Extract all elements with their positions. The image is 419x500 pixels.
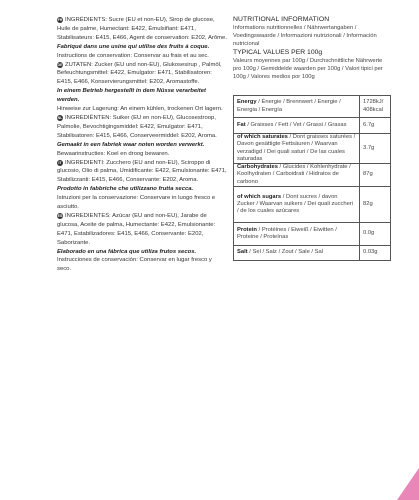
allergen-statement: Prodotto in fabbriche che utilizzano frutta secca. bbox=[57, 186, 194, 193]
nutrient-value: 1728kJ/ 408kcal bbox=[360, 96, 391, 118]
nutrient-value: 82g bbox=[360, 187, 391, 223]
nutrient-value: 87g bbox=[360, 164, 391, 187]
typical-values-subtitle: Valeurs moyennes par 100g / Durchschnittliche Nährwerte pro 100g / Gemiddelde waarden per 100g / Valori tipici per 100g / Valores medios por 100g bbox=[233, 58, 383, 80]
nutrition-table bbox=[233, 95, 391, 261]
nutrient-value: 6.7g bbox=[360, 118, 391, 134]
allergen-statement: In einem Betrieb hergestellt in dem Nüsse verarbeitet werden. bbox=[57, 88, 206, 104]
ingredients-it bbox=[57, 159, 227, 212]
ingredients-text: NL INGREDIËNTEN: Suiker (EU en non-EU), Glucosestroop, Palmolie, Bevochtigingsmiddel: E422, Emulgator: E471, Stabilisatoren: E415, E466, Conserveermiddel: E202, Aroma. bbox=[57, 114, 217, 139]
nutrient-value: 0.0g bbox=[360, 223, 391, 246]
table-row-protein bbox=[234, 223, 391, 246]
nutrient-label: of which sugars / Dont sucres / davon Zucker / Waarvan suikers / Dei quali zuccheri / de los cuales azúcares bbox=[234, 187, 360, 223]
nutrient-label: Energy / Énergie / Brennwert / Energie / Energia / Energía bbox=[234, 96, 360, 118]
language-badge-icon: NL bbox=[57, 115, 63, 120]
table-row-energy bbox=[234, 96, 391, 118]
language-badge-icon: DE bbox=[57, 62, 63, 67]
language-badge-icon: FR bbox=[57, 18, 63, 22]
allergen-statement: Elaborado en una fábrica que utiliza frutos secos. bbox=[57, 248, 197, 255]
ingredients-text: DE ZUTATEN: Zucker (EU und non-EU), Glukosesirup , Palmöl, Befeuchtungsmittel: E422, Emulgator: E471, Stabilisatoren: E415, E466, Konservierungsmittel: E202, Aromastoffe. bbox=[57, 61, 222, 86]
corner-accent bbox=[397, 468, 419, 500]
nutrient-label: Fat / Graisses / Fett / Vet / Grassi / Grasas bbox=[234, 118, 360, 134]
nutrition-title: NUTRITIONAL INFORMATION bbox=[233, 16, 330, 23]
table-row-salt bbox=[234, 246, 391, 261]
nutrition-panel bbox=[233, 16, 391, 261]
nutrient-label: of which saturates / Dont graisses saturées / Davon gesättigte Fettsäuren / Waarvan verzadigd / Dei quali saturi / De las cuales saturadas bbox=[234, 134, 360, 164]
nutrient-value: 3.7g bbox=[360, 134, 391, 164]
nutrient-label: Salt / Sel / Salz / Zout / Sale / Sal bbox=[234, 246, 360, 261]
table-row-sugars bbox=[234, 187, 391, 223]
table-row-fat bbox=[234, 118, 391, 134]
ingredients-text: ES INGREDIENTES: Azúcar (EU and non-EU), Jarabe de glucosa, Aceite de palma, Humectante: E422, Emulsionante: E471, Estabilizadores: E415, E466, Conservante: E202, Saborizante. bbox=[57, 212, 216, 246]
storage-instructions: Hinweise zur Lagerung: An einem kühlen, trockenen Ort lagern. bbox=[57, 106, 223, 113]
language-badge-icon: IT bbox=[58, 160, 62, 165]
nutrient-label: Protein / Protéines / Eiweiß / Eiwitten / Proteine / Proteínas bbox=[234, 223, 360, 246]
ingredients-text: FR INGRÉDIENTS: Sucre (EU et non-EU), Sirop de glucose, Huile de palme, Humectant: E422, Émulsifiant: E471, Stabilisateurs: E415, E466, Agent de conservation: E202, Arôme. bbox=[57, 17, 227, 41]
storage-instructions: Istruzioni per la conservazione: Conservare in luogo fresco e asciutto. bbox=[57, 195, 216, 211]
ingredients-fr bbox=[57, 16, 227, 61]
ingredients-nl bbox=[57, 114, 227, 159]
storage-instructions: Bewaarinstructies: Koel en droog bewaren. bbox=[57, 150, 170, 157]
ingredients-es bbox=[57, 212, 227, 274]
table-row-carbohydrates bbox=[234, 164, 391, 187]
ingredients-text: IT INGREDIENTI: Zucchero (EU and non-EU), Sciroppo di glucosio, Olio di palma, Umidificante: E422, Emulsionante: E471, Stabilizzanti: E415, E466, Conservante: E202, Aroma. bbox=[57, 159, 227, 184]
allergen-statement: Fabriqué dans une usine qui utilise des fruits à coque. bbox=[57, 43, 210, 50]
ingredients-de bbox=[57, 61, 227, 114]
nutrient-label: Carbohydrates / Glucides / Kohlenhydrate / Koolhydraten / Carboidrati / Hidratos de carbono bbox=[234, 164, 360, 187]
storage-instructions: Instructions de conservation: Conservar au frais et au sec. bbox=[57, 52, 209, 59]
nutrition-subtitle: Informations nutritionnelles / Nährwertangaben / Voedingswaarde / Informazioni nutrizionali / Información nutricional bbox=[233, 25, 377, 47]
nutrient-value: 0.03g bbox=[360, 246, 391, 261]
typical-values-title: TYPICAL VALUES PER 100g bbox=[233, 49, 323, 56]
table-row-saturates bbox=[234, 134, 391, 164]
language-badge-icon: ES bbox=[57, 213, 63, 218]
allergen-statement: Gemaakt in een fabriek waar noten worden verwerkt. bbox=[57, 141, 205, 148]
ingredients-column bbox=[57, 16, 227, 274]
storage-instructions: Instrucciones de conservación: Conservar en lugar fresco y seco. bbox=[57, 257, 212, 273]
